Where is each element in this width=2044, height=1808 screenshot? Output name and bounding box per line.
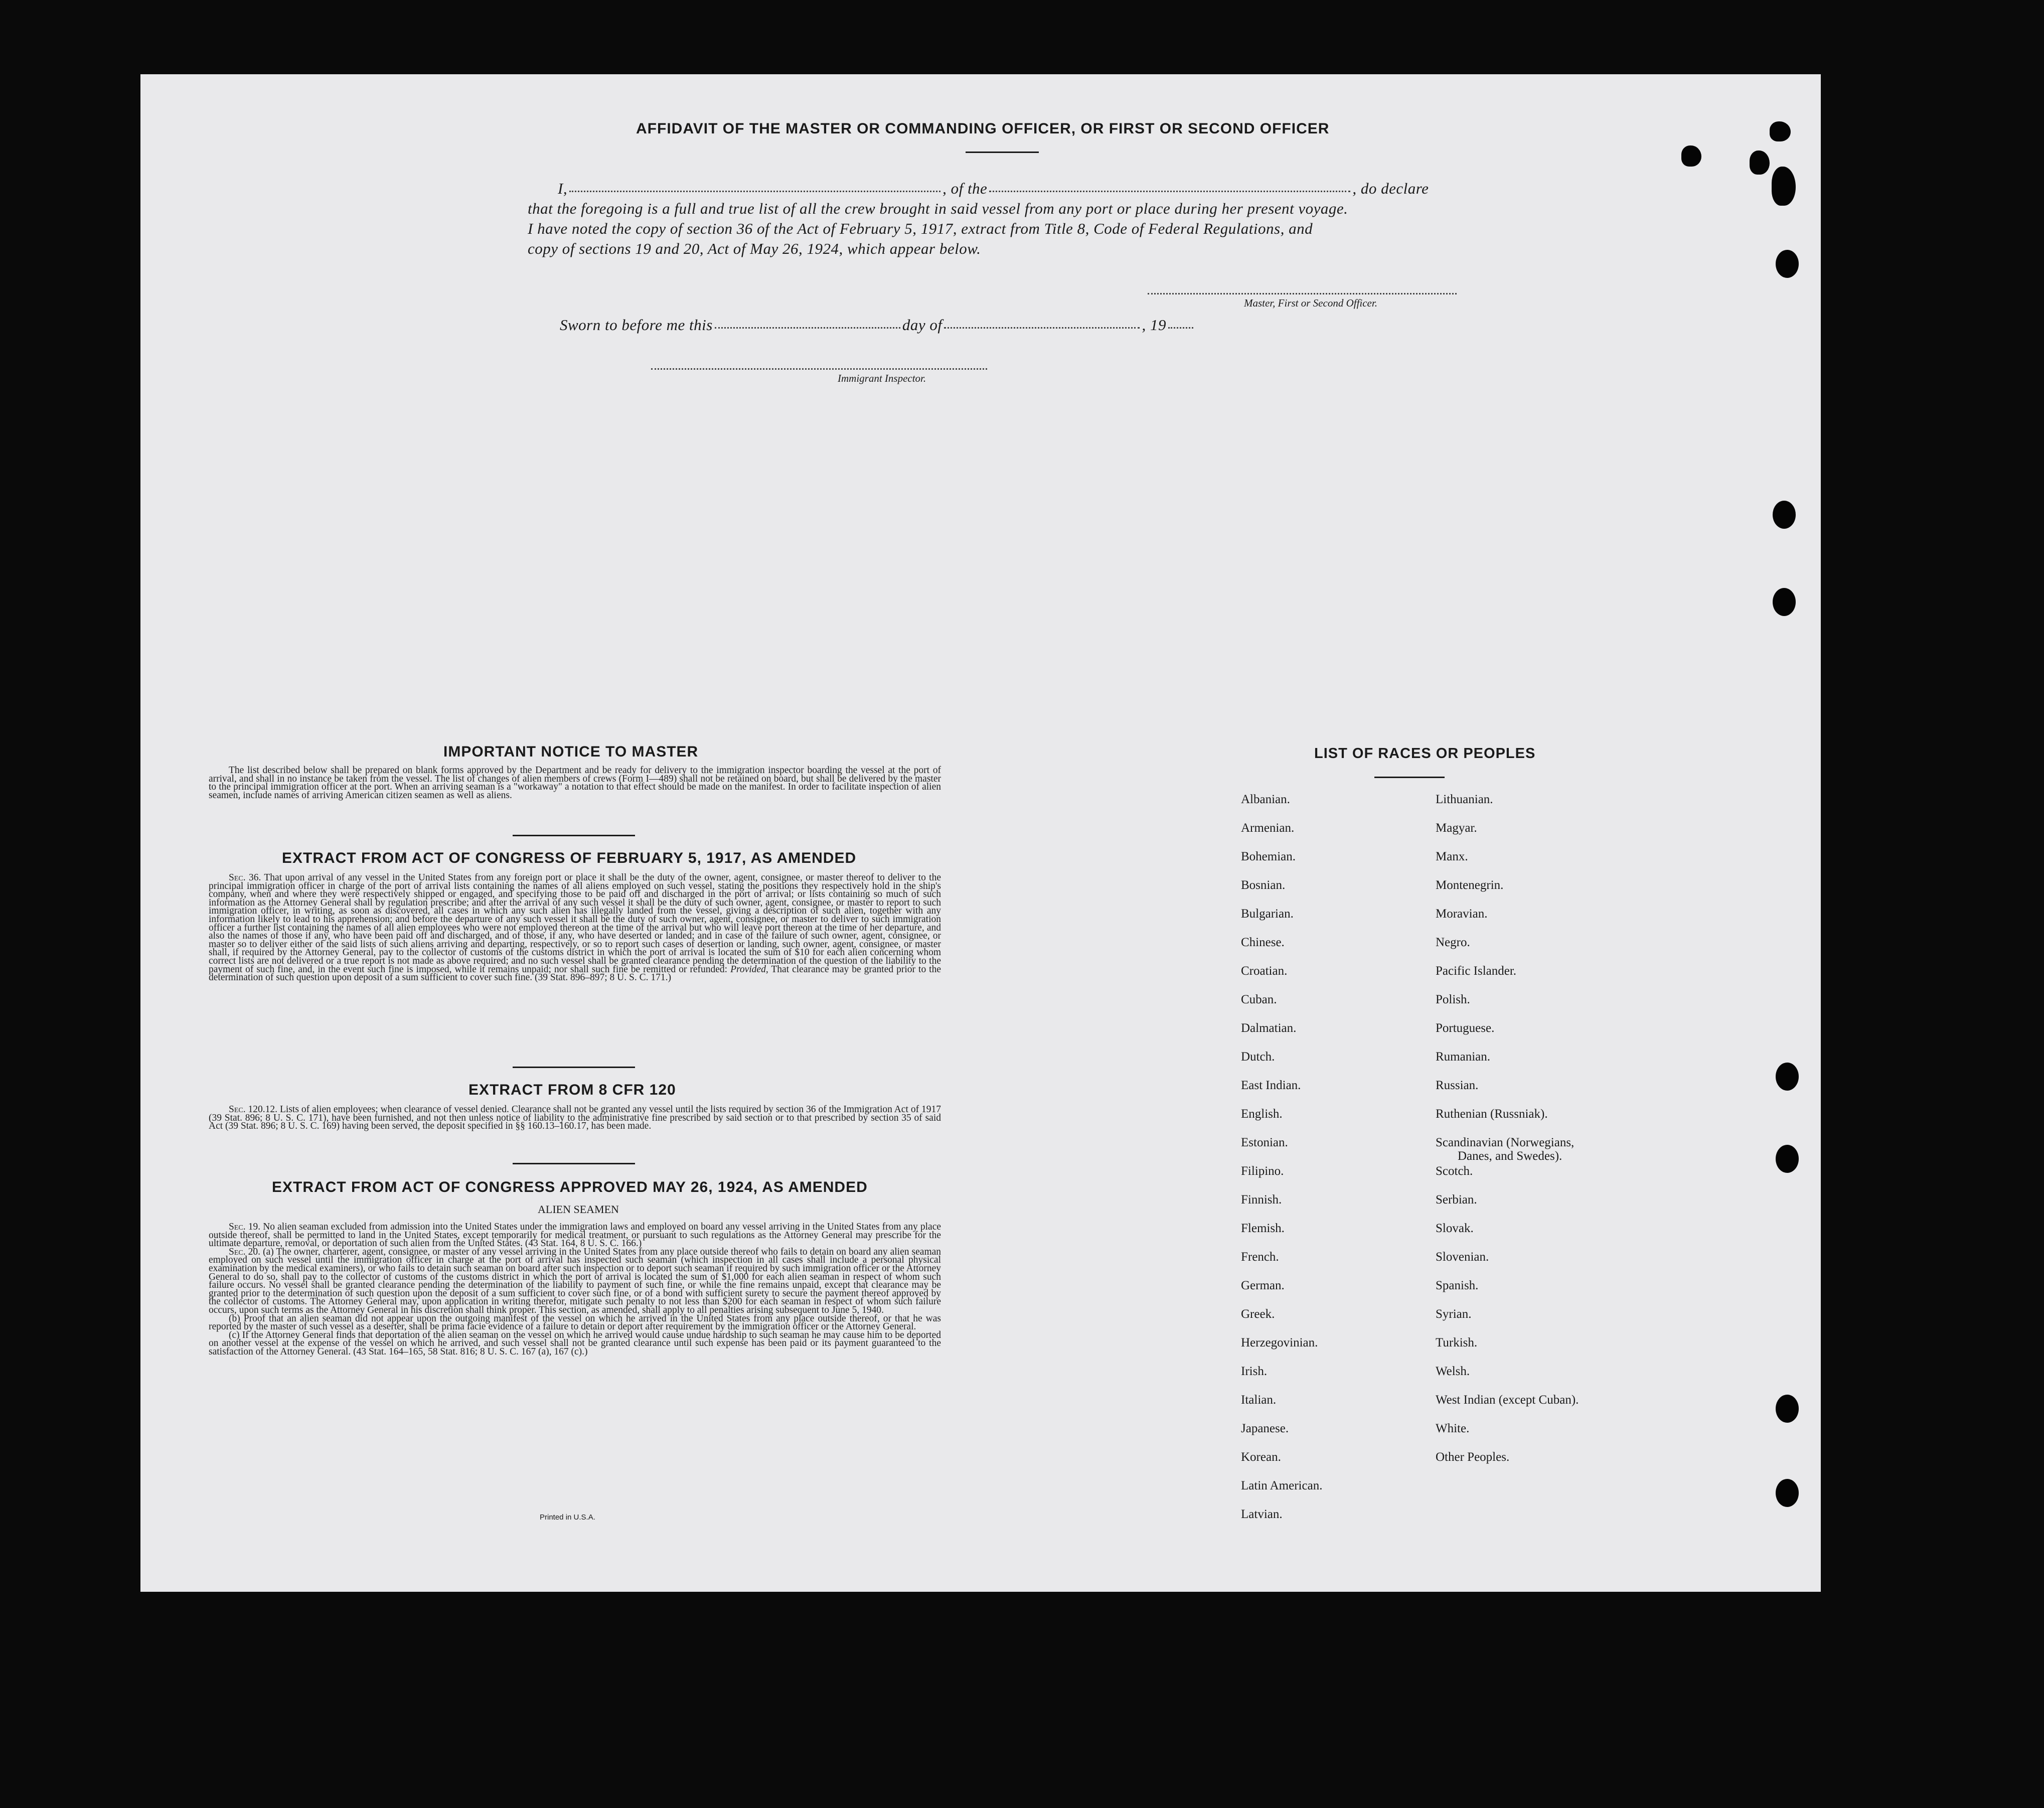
affidavit-title-rule	[966, 152, 1039, 153]
race-item: West Indian (except Cuban).	[1436, 1393, 1579, 1407]
race-item: Bulgarian.	[1241, 907, 1294, 921]
races-title: LIST OF RACES OR PEOPLES	[1314, 745, 1536, 762]
extract-1917-title: EXTRACT FROM ACT OF CONGRESS OF FEBRUARY 5, 1917, AS AMENDED	[282, 850, 857, 866]
section-36-end: That clearance may be granted prior to the determination of such question upon deposit of a sum sufficient to cover such fine. (39 Stat. 896–897; 8 U. S. C. 171.)	[209, 964, 941, 983]
inspector-caption: Immigrant Inspector.	[838, 372, 926, 384]
notice-paragraph: The list described below shall be prepared on blank forms approved by the Department and be ready for delivery to the immigration inspector boarding the vessel at the port of arrival, and shall in no instance be taken from the vessel. The list of changes of alien members of crews (Form I—489) shall not be retained on board, but shall be delivered by the master to the principal immigration officer at the port. When an arriving seaman is a "workaway" a notation to that effect should be made on the manifest. In order to facilitate inspection of alien seamen, include names of arriving American citizen seamen as well as aliens.	[209, 765, 941, 801]
inspector-signature-line	[651, 368, 987, 370]
punch-hole	[1776, 1395, 1799, 1423]
day-of: day of	[902, 316, 942, 334]
extract-1924-title: EXTRACT FROM ACT OF CONGRESS APPROVED MAY 26, 1924, AS AMENDED	[272, 1179, 868, 1195]
extract-cfr-title: EXTRACT FROM 8 CFR 120	[468, 1082, 676, 1098]
race-item: Greek.	[1241, 1307, 1275, 1321]
extract-cfr-rule	[513, 1163, 635, 1164]
section-20a-paragraph	[209, 1248, 941, 1315]
extract-1917-rule	[513, 1067, 635, 1068]
notice-title: IMPORTANT NOTICE TO MASTER	[443, 743, 699, 760]
race-item: Other Peoples.	[1436, 1450, 1510, 1464]
section-36-text: That upon arrival of any vessel in the United States from any foreign port or place it shall be the duty of the owner, agent, consignee, or master thereof to deliver to the principal immigration officer in charge of the port of arrival lists containing the names of all aliens employed on such vessel, stating the positions they respectively hold in the ship's company, when and where they were respectively shipped or engaged, and specifying those to be paid off and discharged in the port of arrival; or lists containing so much of such information as the Attorney General shall by regulation prescribe; and after the arrival of any such vessel it shall be the duty of such owner, agent, consignee, or master to report to such immigration officer, in writing, as soon as discovered, all cases in which any such alien has illegally landed from the vessel, giving a description of such alien, together with any information likely to lead to his apprehension; and before the departure of any such vessel it shall be the duty of such owner, agent, consignee, or master to deliver to such immigration officer a further list containing the names of all alien employees who were not employed thereon at the time of the arrival but who will leave port thereon at the time of her departure, and also the names of those if any, who have been paid off and discharged, and of those, if any, who have deserted or landed; and in case of the failure of such owner, agent, consignee, or master so to deliver either of the said lists of such aliens arriving and departing, respectively, or so to report such cases of desertion or landing, such owner, agent, consignee, or master shall, if required by the Attorney General, pay to the collector of customs of the customs district in which the port of arrival is located the sum of $10 for each alien concerning whom correct lists are not delivered or a true report is not made as above required; and no such vessel shall be granted clearance pending the determination of the question of the liability to the payment of such fine, and, in the event such fine is imposed, while it remains unpaid; nor shall such fine be remitted or refunded:	[209, 872, 941, 975]
race-item: Slovenian.	[1436, 1250, 1489, 1264]
race-item: Russian.	[1436, 1079, 1479, 1092]
race-item: Croatian.	[1241, 964, 1288, 978]
section-36-paragraph	[209, 874, 941, 982]
vessel-blank	[989, 188, 1350, 192]
race-item: Polish.	[1436, 993, 1470, 1006]
year-blank	[1168, 324, 1193, 329]
race-item: Finnish.	[1241, 1193, 1282, 1207]
extract-1924-body	[209, 1223, 941, 1357]
race-item: Flemish.	[1241, 1222, 1285, 1235]
printed-in-usa: Printed in U.S.A.	[540, 1513, 595, 1522]
race-item: Herzegovinian.	[1241, 1336, 1318, 1349]
punch-hole	[1776, 250, 1799, 278]
race-item: Manx.	[1436, 850, 1468, 863]
affidavit-of-the: , of the	[942, 180, 988, 197]
alien-seamen-subtitle: ALIEN SEAMEN	[538, 1203, 619, 1216]
notice-rule	[513, 835, 635, 836]
section-20c-paragraph: (c) If the Attorney General finds that deportation of the alien seaman on the vessel on which he arrived would cause undue hardship to such seaman he may cause him to be deported on another vessel at the expense of the vessel on which he arrived, and such vessel shall not be granted clearance until such expense has been paid or its payment guaranteed to the satisfaction of the Attorney General. (43 Stat. 164–165, 58 Stat. 816; 8 U. S. C. 167 (a), 167 (c).)	[209, 1329, 941, 1357]
affidavit-line-3: I have noted the copy of section 36 of the Act of February 5, 1917, extract from Title 8, Code of Federal Regulations, and	[528, 220, 1313, 237]
race-item: White.	[1436, 1422, 1470, 1435]
section-label: Sec. 120.12.	[229, 1104, 278, 1115]
section-label: Sec. 20.	[229, 1246, 261, 1257]
section-120-text: Lists of alien employees; when clearance of vessel denied. Clearance shall not be granted any vessel until the lists required by section 36 of the Immigration Act of 1917 (39 Stat. 896; 8 U. S. C. 171), have been furnished, and not then unless notice of liability to the administrative fine prescribed by said section or to that prescribed by section 35 of said Act (39 Stat. 896; 8 U. S. C. 169) having been served, the deposit specified in §§ 160.13–160.17, has been made.	[209, 1104, 941, 1132]
race-item: Latvian.	[1241, 1508, 1283, 1521]
race-item: Filipino.	[1241, 1164, 1284, 1178]
ink-blot	[1770, 121, 1791, 141]
race-item: Moravian.	[1436, 907, 1488, 921]
races-title-rule	[1374, 777, 1445, 778]
ink-blot	[1750, 150, 1770, 175]
section-120-paragraph	[209, 1106, 941, 1131]
race-item: Dalmatian.	[1241, 1021, 1297, 1035]
section-20a-text: (a) The owner, charterer, agent, consignee, or master of any vessel arriving in the United States from any place outside thereof who fails to detain on board any alien seaman employed on such vessel until the immigration officer in charge at the port of arrival has inspected such seaman (which inspection in all cases shall include a personal physical examination by the medical examiners), or who fails to detain such seaman on board after such inspection or to deport such seaman if required by such immigration officer or the Attorney General to do so, shall pay to the collector of customs of the customs district in which the port of arrival is located the sum of $1,000 for each alien seaman in respect of whom such failure occurs. No vessel shall be granted clearance pending the determination of the liability to payment of such fine, or while the fine remains unpaid, except that clearance may be granted prior to the determination of such question upon the deposit of a sum sufficient to cover such fine, or of a bond with sufficient surety to secure the payment thereof approved by the collector of customs. The Attorney General may, upon application in writing therefor, mitigate such penalty to not less than $200 for each seaman in respect of whom such failure occurs, upon such terms as the Attorney General in his discretion shall think proper. This section, as amended, shall apply to all penalties arising subsequent to June 5, 1940.	[209, 1246, 941, 1315]
race-item: Bosnian.	[1241, 878, 1286, 892]
race-item: French.	[1241, 1250, 1279, 1264]
race-item: Japanese.	[1241, 1422, 1289, 1435]
race-item: Slovak.	[1436, 1222, 1474, 1235]
extract-1917-body	[209, 874, 941, 982]
race-item: Pacific Islander.	[1436, 964, 1517, 978]
race-item: East Indian.	[1241, 1079, 1301, 1092]
race-item: Spanish.	[1436, 1279, 1479, 1292]
race-item: Armenian.	[1241, 821, 1295, 835]
race-item: Scandinavian (Norwegians,	[1436, 1136, 1575, 1149]
sworn-text: Sworn to before me this	[560, 316, 713, 334]
race-item: English.	[1241, 1107, 1283, 1121]
affidavit-i: I,	[558, 180, 568, 197]
section-20b-paragraph: (b) Proof that an alien seaman did not appear upon the outgoing manifest of the vessel on which he arrived in the United States from any place outside thereof, or that he was reported by the master of such vessel as a deserter, shall be prima facie evidence of a failure to detain or deport after requirement by the immigration officer or the Attorney General.	[209, 1313, 941, 1332]
race-item: Latin American.	[1241, 1479, 1323, 1492]
sworn-line	[560, 316, 1195, 334]
race-item: Lithuanian.	[1436, 793, 1493, 806]
ink-blot	[1681, 145, 1701, 167]
punch-hole	[1776, 1063, 1799, 1091]
name-blank	[569, 188, 940, 192]
document-page	[140, 74, 1821, 1592]
section-19-paragraph	[209, 1223, 941, 1248]
race-item: Danes, and Swedes).	[1458, 1149, 1562, 1163]
punch-hole	[1776, 1145, 1799, 1173]
race-item: Estonian.	[1241, 1136, 1288, 1149]
race-item: German.	[1241, 1279, 1285, 1292]
race-item: Cuban.	[1241, 993, 1277, 1006]
race-item: Italian.	[1241, 1393, 1277, 1407]
race-item: Korean.	[1241, 1450, 1281, 1464]
affidavit-line-4: copy of sections 19 and 20, Act of May 26, 1924, which appear below.	[528, 240, 981, 257]
affidavit-line-1	[558, 180, 1429, 198]
race-item: Chinese.	[1241, 936, 1285, 949]
notice-body	[209, 767, 941, 800]
punch-hole	[1776, 1479, 1799, 1507]
year-prefix: , 19	[1142, 316, 1166, 334]
race-item: Dutch.	[1241, 1050, 1275, 1064]
race-item: Negro.	[1436, 936, 1470, 949]
month-blank	[944, 324, 1140, 329]
affidavit-declare: , do declare	[1352, 180, 1429, 197]
race-item: Turkish.	[1436, 1336, 1478, 1349]
affidavit-line-2: that the foregoing is a full and true list of all the crew brought in said vessel from any port or place during her present voyage.	[528, 200, 1348, 217]
race-item: Montenegrin.	[1436, 878, 1504, 892]
master-signature-line	[1148, 293, 1457, 294]
race-item: Irish.	[1241, 1365, 1268, 1378]
race-item: Welsh.	[1436, 1365, 1470, 1378]
day-blank	[715, 324, 900, 329]
race-item: Serbian.	[1436, 1193, 1477, 1207]
race-item: Bohemian.	[1241, 850, 1296, 863]
race-item: Portuguese.	[1436, 1021, 1495, 1035]
punch-hole	[1773, 588, 1796, 616]
race-item: Syrian.	[1436, 1307, 1472, 1321]
race-item: Ruthenian (Russniak).	[1436, 1107, 1548, 1121]
section-label: Sec. 36.	[229, 872, 261, 883]
race-item: Rumanian.	[1436, 1050, 1491, 1064]
extract-cfr-body	[209, 1106, 941, 1131]
section-label: Sec. 19.	[229, 1222, 261, 1232]
ink-blot	[1772, 167, 1796, 206]
provided-word: Provided,	[730, 964, 768, 975]
affidavit-title: AFFIDAVIT OF THE MASTER OR COMMANDING OFFICER, OR FIRST OR SECOND OFFICER	[636, 120, 1330, 137]
section-19-text: No alien seaman excluded from admission into the United States under the immigration laws and employed on board any vessel arriving in the United States from any place outside thereof, shall be permitted to land in the United States, except temporarily for medical treatment, or pursuant to such regulations as the Attorney General may prescribe for the ultimate departure, removal, or deportation of such alien from the United States. (43 Stat. 164, 8 U. S. C. 166.)	[209, 1222, 941, 1249]
race-item: Magyar.	[1436, 821, 1477, 835]
punch-hole	[1773, 501, 1796, 529]
race-item: Scotch.	[1436, 1164, 1473, 1178]
race-item: Albanian.	[1241, 793, 1290, 806]
master-caption: Master, First or Second Officer.	[1244, 297, 1377, 309]
